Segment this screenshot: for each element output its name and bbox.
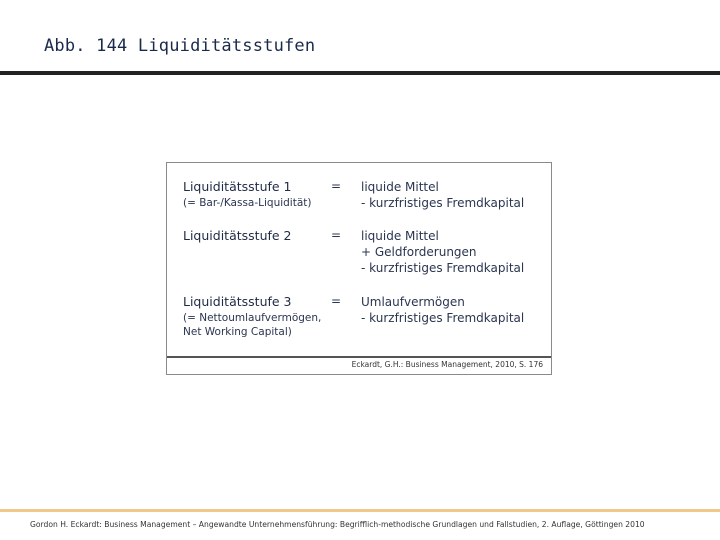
stage-1-sub: (= Bar-/Kassa-Liquidität) bbox=[183, 197, 312, 209]
figure-source: Eckardt, G.H.: Business Management, 2010, S. 176 bbox=[351, 360, 543, 369]
title-divider bbox=[0, 71, 720, 75]
stage-3-sub-1: (= Nettoumlaufvermögen, bbox=[183, 312, 322, 324]
stage-2-formula bbox=[361, 228, 524, 276]
figure-content bbox=[167, 163, 551, 356]
stage-3-equals: = bbox=[331, 294, 342, 308]
stage-2-label-group bbox=[183, 228, 292, 243]
stage-1-term-1: liquide Mittel bbox=[361, 180, 439, 194]
stage-2-term-1: liquide Mittel bbox=[361, 229, 439, 243]
footer-citation: Gordon H. Eckardt: Business Management – Angewandte Unternehmensführung: Begrifflich-methodische Grundlagen und Fallstudien, 2. Auflage, Göttingen 2010 bbox=[30, 520, 645, 529]
stage-1-term-2: - kurzfristiges Fremdkapital bbox=[361, 196, 525, 210]
stage-3-term-2: - kurzfristiges Fremdkapital bbox=[361, 311, 525, 325]
stage-1-formula bbox=[361, 179, 524, 211]
liquidity-figure bbox=[166, 162, 552, 375]
stage-3-name: Liquiditätsstufe 3 bbox=[183, 294, 292, 309]
stage-2-term-3: - kurzfristiges Fremdkapital bbox=[361, 261, 525, 275]
footer-divider bbox=[0, 509, 720, 512]
stage-2-equals: = bbox=[331, 228, 342, 242]
stage-3-sub-2: Net Working Capital) bbox=[183, 326, 292, 338]
stage-1-equals: = bbox=[331, 179, 342, 193]
stage-3-formula bbox=[361, 294, 524, 326]
stage-2-name: Liquiditätsstufe 2 bbox=[183, 228, 292, 243]
stage-1-label-group bbox=[183, 179, 312, 210]
stage-3-term-1: Umlaufvermögen bbox=[361, 295, 465, 309]
stage-3-label-group bbox=[183, 294, 321, 339]
slide-title: Abb. 144 Liquiditätsstufen bbox=[44, 36, 316, 56]
stage-1-name: Liquiditätsstufe 1 bbox=[183, 179, 292, 194]
stage-2-term-2: + Geldforderungen bbox=[361, 245, 477, 259]
figure-source-bar bbox=[167, 356, 551, 374]
